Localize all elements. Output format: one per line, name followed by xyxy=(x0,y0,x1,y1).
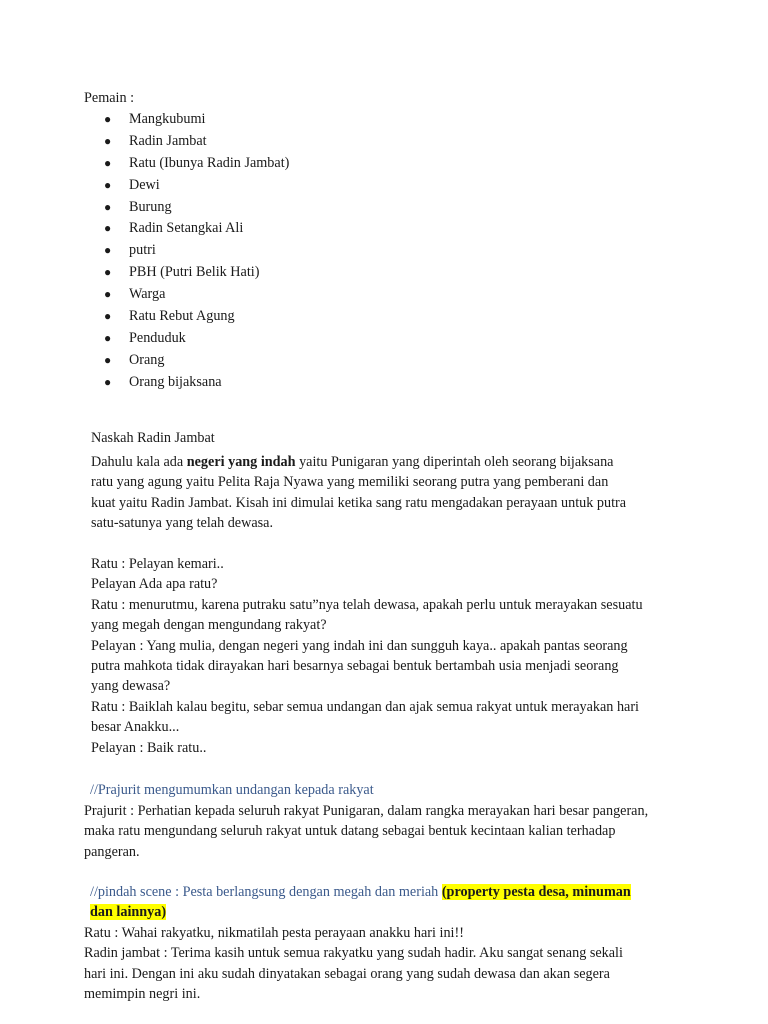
list-item xyxy=(104,109,289,131)
cast-name: Ratu Rebut Agung xyxy=(129,308,235,325)
stage-note-2 xyxy=(90,882,631,923)
dialog-line: yang dewasa? xyxy=(91,678,171,695)
bullet-icon: ● xyxy=(104,155,112,170)
cast-name: Mangkubumi xyxy=(129,111,206,127)
list-item xyxy=(104,262,289,284)
intro-paragraph xyxy=(91,452,626,534)
dialog-block-1 xyxy=(91,554,643,758)
stage-note-text: //pindah scene : Pesta berlangsung dengan megah dan meriah xyxy=(90,884,442,900)
bullet-icon: ● xyxy=(104,309,112,324)
intro-line: kuat yaitu Radin Jambat. Kisah ini dimulai ketika sang ratu mengadakan perayaan untuk putra xyxy=(91,494,627,511)
bullet-icon: ● xyxy=(104,352,112,367)
cast-name: putri xyxy=(129,242,156,259)
list-item xyxy=(104,306,289,328)
bullet-icon: ● xyxy=(104,112,112,126)
highlighted-props: (property pesta desa, minuman xyxy=(441,884,631,900)
cast-name: Ratu (Ibunya Radin Jambat) xyxy=(129,154,290,171)
list-item xyxy=(104,175,289,197)
cast-name: Radin Jambat xyxy=(129,132,207,149)
cast-name: Burung xyxy=(129,198,172,215)
bullet-icon: ● xyxy=(104,330,112,345)
dialog-line: Radin jambat : Terima kasih untuk semua rakyatku yang sudah hadir. Aku sangat senang sekali xyxy=(84,945,623,962)
dialog-line: Ratu : menurutmu, karena putraku satu”nya telah dewasa, apakah perlu untuk merayakan sesuatu xyxy=(91,596,643,613)
intro-line-1: Dahulu kala ada negeri yang indah yaitu Punigaran yang diperintah oleh seorang bijaksana xyxy=(91,454,614,470)
dialog-line: Pelayan : Yang mulia, dengan negeri yang indah ini dan sungguh kaya.. apakah pantas seorang xyxy=(91,637,628,654)
bullet-icon: ● xyxy=(104,243,112,258)
bullet-icon: ● xyxy=(104,287,112,302)
dialog-line: memimpin negri ini. xyxy=(84,986,201,1003)
dialog-line: hari ini. Dengan ini aku sudah dinyatakan sebagai orang yang sudah dewasa dan akan segera xyxy=(84,965,610,982)
cast-name: Dewi xyxy=(129,176,160,193)
dialog-line: yang megah dengan mengundang rakyat? xyxy=(91,617,327,634)
list-item xyxy=(104,284,289,306)
intro-line: satu-satunya yang telah dewasa. xyxy=(91,515,274,532)
cast-name: Warga xyxy=(129,286,166,303)
cast-name: Radin Setangkai Ali xyxy=(129,220,244,237)
dialog-block-3 xyxy=(84,923,623,1005)
stage-note-1: //Prajurit mengumumkan undangan kepada rakyat xyxy=(90,782,374,798)
bullet-icon: ● xyxy=(104,374,112,389)
dialog-line: besar Anakku... xyxy=(91,719,180,736)
cast-name: Orang xyxy=(129,351,165,368)
cast-title: Pemain : xyxy=(84,90,135,106)
bullet-icon: ● xyxy=(104,221,112,236)
dialog-line: maka ratu mengundang seluruh rakyat untuk datang sebagai bentuk kecintaan kalian terhadap xyxy=(84,823,616,840)
bullet-icon: ● xyxy=(104,199,112,214)
dialog-line: Prajurit : Perhatian kepada seluruh rakyat Punigaran, dalam rangka merayakan hari besar pangeran, xyxy=(84,803,649,819)
bullet-icon: ● xyxy=(104,177,112,192)
list-item xyxy=(104,372,289,394)
cast-name: PBH (Putri Belik Hati) xyxy=(129,264,260,281)
dialog-line: Ratu : Baiklah kalau begitu, sebar semua undangan dan ajak semua rakyat untuk merayakan hari xyxy=(91,698,639,715)
list-item xyxy=(104,328,289,350)
script-title: Naskah Radin Jambat xyxy=(91,430,215,446)
dialog-line: Pelayan Ada apa ratu? xyxy=(91,576,218,593)
list-item xyxy=(104,197,289,219)
dialog-line: putra mahkota tidak dirayakan hari besarnya sebagai bentuk bertambah usia menjadi seorang xyxy=(91,658,619,675)
dialog-line: Ratu : Pelayan kemari.. xyxy=(91,556,224,572)
intro-line: ratu yang agung yaitu Pelita Raja Nyawa yang memiliki seorang putra yang pemberani dan xyxy=(91,474,609,491)
bullet-icon: ● xyxy=(104,265,112,280)
list-item xyxy=(104,153,289,175)
cast-list xyxy=(104,109,289,394)
dialog-line: Ratu : Wahai rakyatku, nikmatilah pesta perayaan anakku hari ini!! xyxy=(84,925,464,941)
cast-name: Penduduk xyxy=(129,329,186,346)
list-item xyxy=(104,131,289,153)
highlighted-props: dan lainnya) xyxy=(90,904,167,921)
dialog-line: Pelayan : Baik ratu.. xyxy=(91,739,207,756)
dialog-line: pangeran. xyxy=(84,843,140,860)
list-item xyxy=(104,350,289,372)
bullet-icon: ● xyxy=(104,133,112,148)
cast-name: Orang bijaksana xyxy=(129,373,222,390)
list-item xyxy=(104,218,289,240)
bold-phrase: negeri yang indah xyxy=(186,454,296,470)
list-item xyxy=(104,240,289,262)
dialog-block-2 xyxy=(84,801,648,862)
